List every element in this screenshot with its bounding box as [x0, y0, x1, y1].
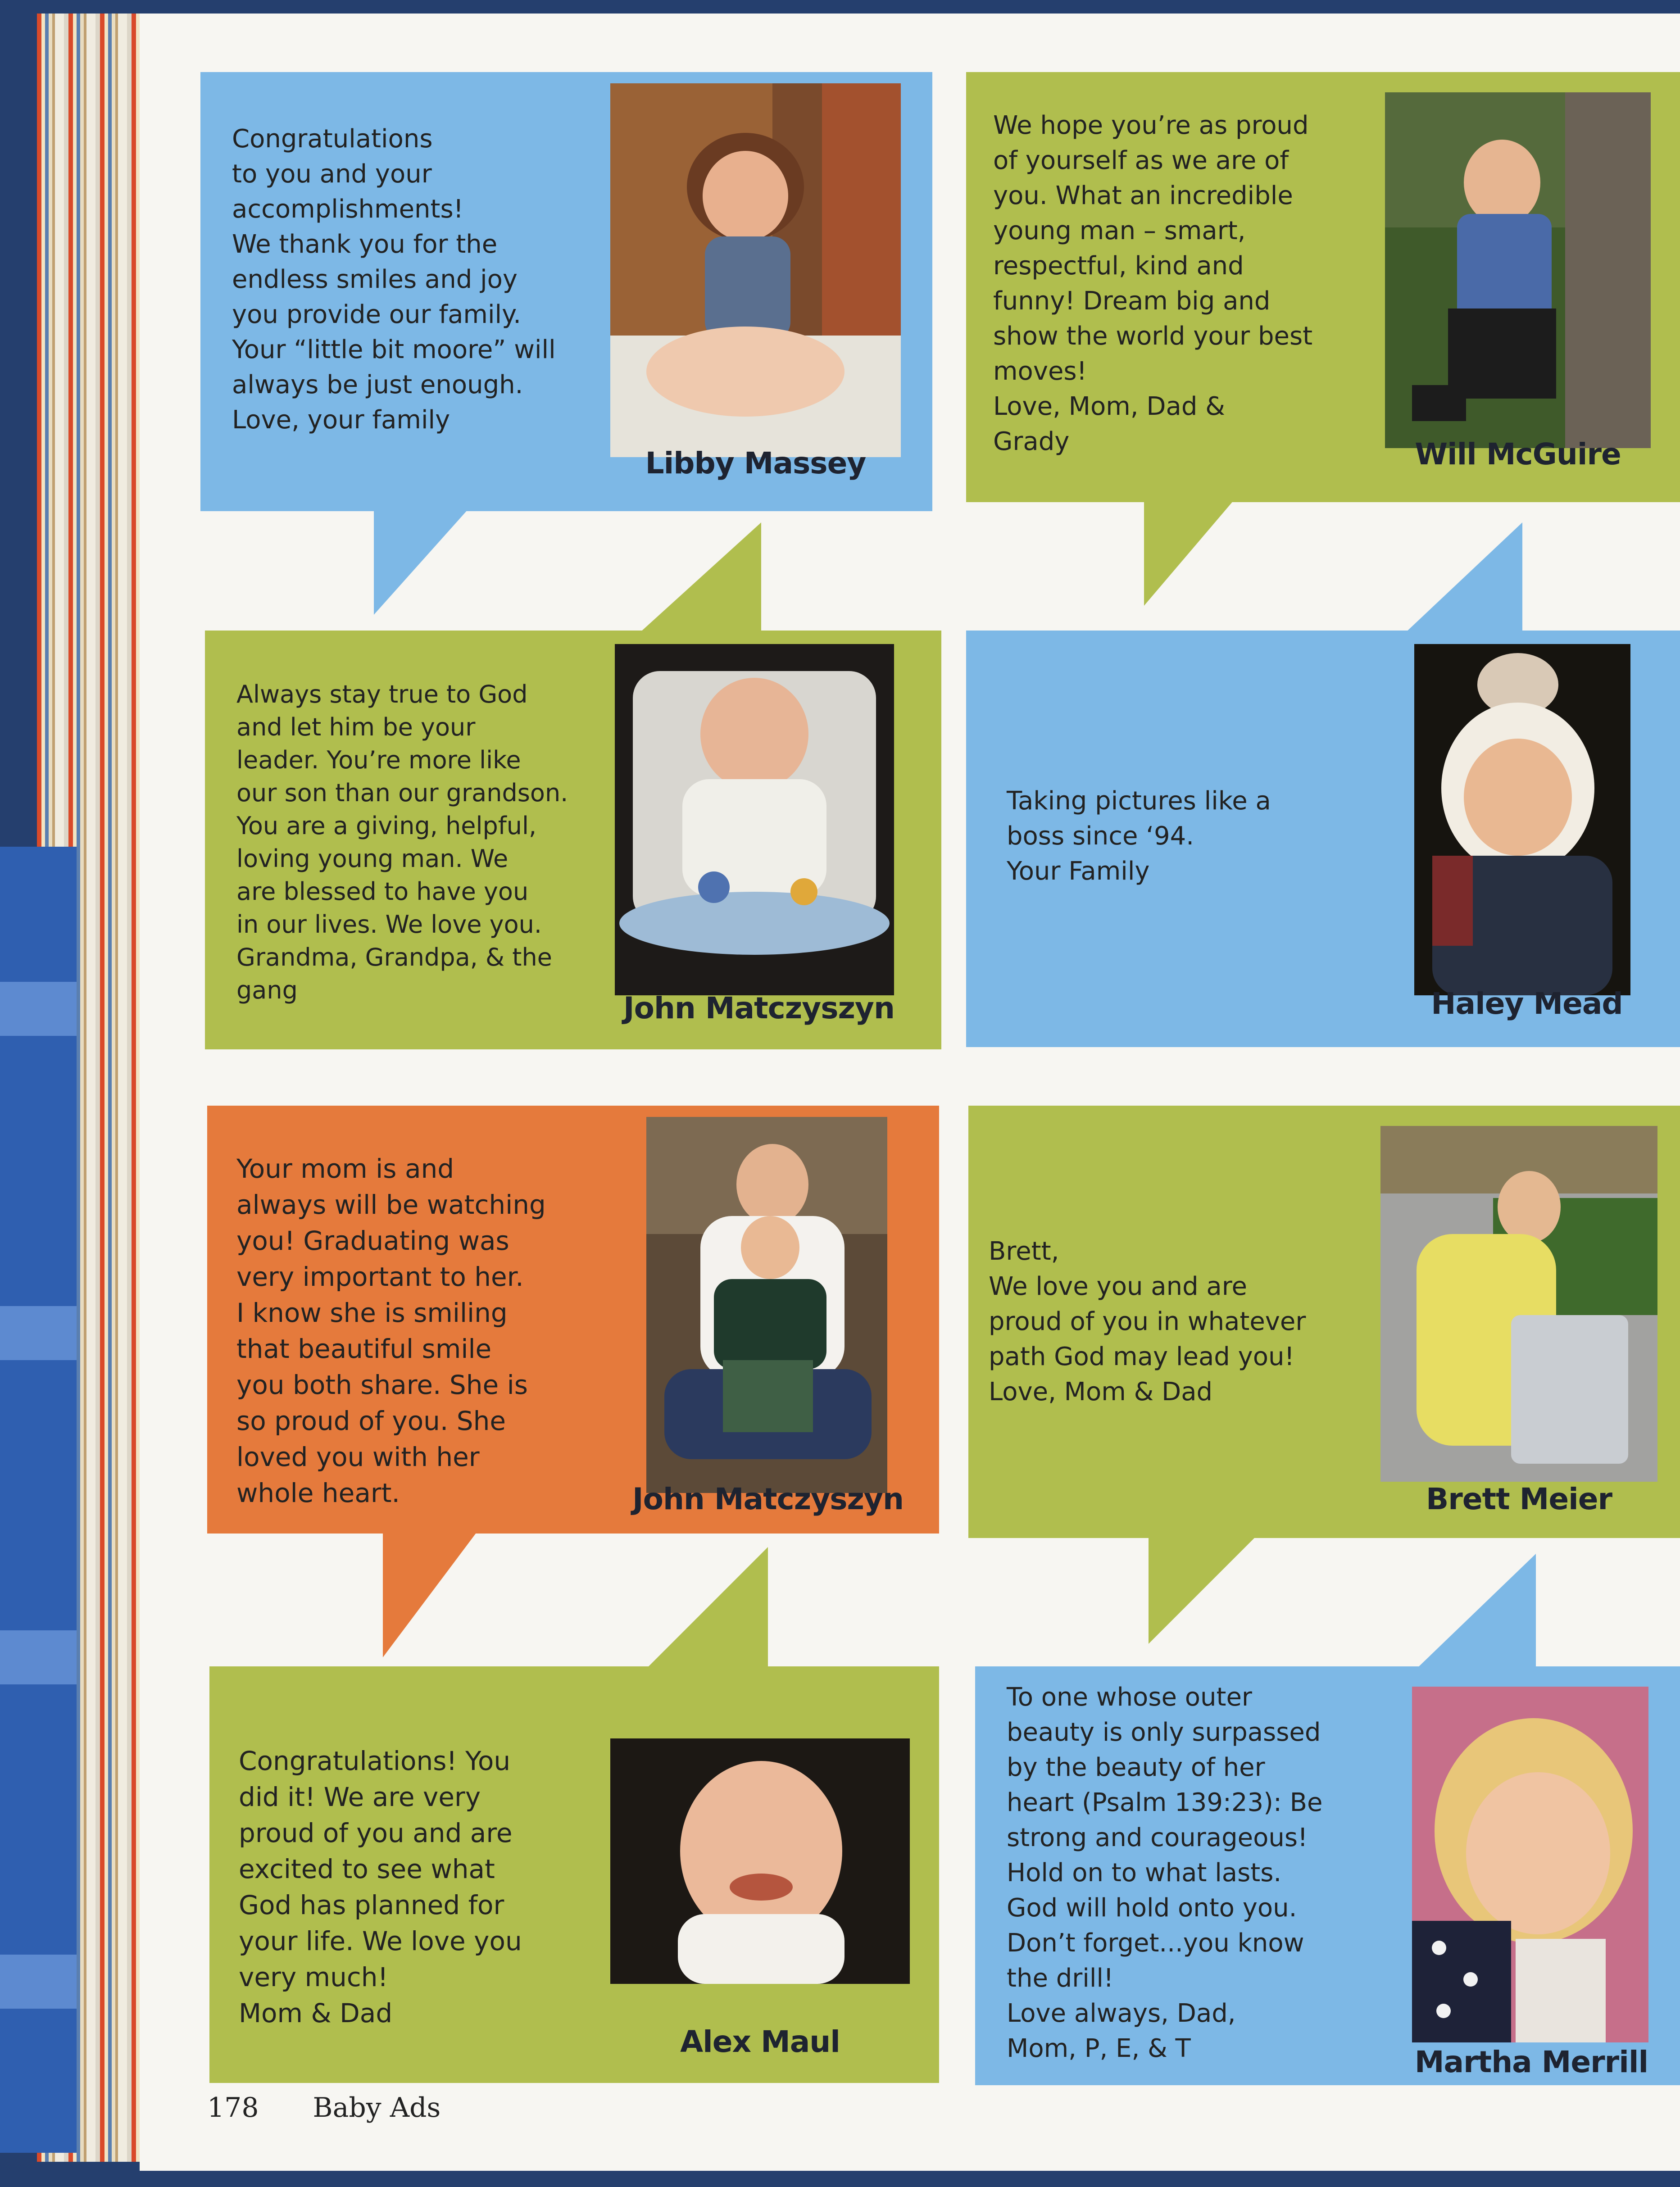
speech-bubble-tail: [383, 1531, 477, 1657]
baby-photo: [1385, 92, 1651, 448]
student-name: Will McGuire: [1415, 437, 1621, 472]
student-name: John Matczyszyn: [623, 991, 894, 1025]
speech-bubble-tail: [1414, 1554, 1536, 1671]
student-name: Libby Massey: [645, 446, 866, 481]
ad-message: Congratulations to you and your accomplishments! We thank you for the endless smiles and joy you provide our family. Your “little bit moore” will always be just enough. Love, your family: [232, 124, 556, 435]
book-cover-edge: [0, 847, 77, 2153]
student-name: Brett Meier: [1426, 1482, 1612, 1516]
ad-message: To one whose outer beauty is only surpassed by the beauty of her heart (Psalm 139:23): Be strong and courageous! Hold on to what lasts. God will hold onto you. Don’t forget...you know the drill! Love always, Dad, Mom, P, E, & T: [1007, 1683, 1323, 2063]
ad-message: Congratulations! You did it! We are very proud of you and are excited to see what God has planned for your life. We love you very much! Mom & Dad: [239, 1746, 522, 2028]
baby-photo: [1414, 644, 1630, 995]
speech-bubble-tail: [374, 509, 468, 615]
page-footer: [207, 2092, 495, 2123]
baby-photo: [615, 644, 894, 995]
ad-message: Your mom is and always will be watching you! Graduating was very important to her. I know she is smiling that beautiful smile you both share. She is so proud of you. She loved you with her whole heart.: [236, 1153, 546, 1508]
baby-photo: [1412, 1687, 1648, 2042]
baby-photo: [610, 83, 901, 457]
baby-photo: [610, 1738, 910, 1984]
student-name: Haley Mead: [1431, 986, 1623, 1021]
ad-message: We hope you’re as proud of yourself as we are of you. What an incredible young man – smart, respectful, kind and funny! Dream big and show the world your best moves! Love, Mom, Dad & Grady: [993, 111, 1313, 456]
student-name: Martha Merrill: [1414, 2045, 1648, 2079]
ad-message: Taking pictures like a boss since ‘94. Your Family: [1007, 786, 1271, 886]
speech-bubble-tail: [1405, 522, 1522, 633]
baby-photo: [1380, 1126, 1657, 1482]
ad-message: Brett, We love you and are proud of you in whatever path God may lead you! Love, Mom & Dad: [989, 1237, 1306, 1407]
section-title: Baby Ads: [313, 2092, 441, 2123]
ad-message: Always stay true to God and let him be your leader. You’re more like our son than our grandson. You are a giving, helpful, loving young man. We are blessed to have you in our lives. We love you. Grandma, Grandpa, & the gang: [236, 680, 568, 1004]
speech-bubble-tail: [1149, 1536, 1257, 1644]
speech-bubble-tail: [646, 1547, 768, 1669]
page-number: 178: [207, 2092, 259, 2123]
student-name: Alex Maul: [680, 2024, 840, 2059]
yearbook-page: [140, 14, 1680, 2171]
baby-photo: [646, 1117, 887, 1493]
speech-bubble-tail: [640, 522, 761, 633]
student-name: John Matczyszyn: [632, 1482, 904, 1516]
speech-bubble-tail: [1144, 500, 1234, 606]
